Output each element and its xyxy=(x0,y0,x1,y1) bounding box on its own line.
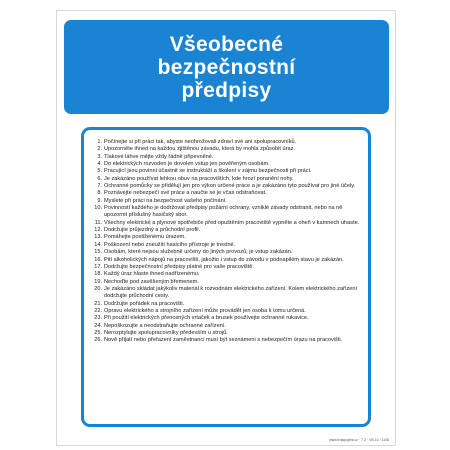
rule-number: 20. xyxy=(94,285,102,292)
safety-sign xyxy=(56,10,396,446)
rule-number: 3. xyxy=(97,153,102,160)
rule-item xyxy=(93,330,362,337)
rule-number: 13. xyxy=(94,234,102,241)
rule-item xyxy=(93,168,362,175)
rule-text: Myslete při práci na bezpečnost vašeho počínání. xyxy=(104,197,227,204)
rules-list xyxy=(81,127,371,427)
rule-text: Osobám, které nejsou služebně určeny do jiných provozů, je vstup zakázán. xyxy=(104,249,293,256)
rule-item xyxy=(93,271,362,278)
rule-item xyxy=(93,205,362,220)
rule-item xyxy=(93,234,362,241)
footer-note: www.trojspojeni.cz · 7.2 · VB 10 / 1108 xyxy=(329,438,389,442)
rule-number: 21. xyxy=(94,300,102,307)
rule-item xyxy=(93,315,362,322)
rule-text: Je zakázáno skládat jakýkoliv materiál k rozvodnám elektrického zařízení. Kolem elektrického zařízení dodržujte průchodní cesty. xyxy=(104,285,358,300)
rule-text: Pomáhejte postiženému úrazem. xyxy=(104,234,186,241)
rule-number: 22. xyxy=(94,307,102,314)
rule-number: 18. xyxy=(94,271,102,278)
rule-number: 25. xyxy=(94,329,102,336)
rule-item xyxy=(93,308,362,315)
rule-text: Tlakové láhve mějte vždy řádně připevněné. xyxy=(104,153,214,160)
rule-item xyxy=(93,301,362,308)
rule-number: 11. xyxy=(94,219,102,226)
rule-text: Při použití elektrických přenosných vrtaček a brusek používejte ochranné rukavice. xyxy=(104,315,309,322)
rule-number: 8. xyxy=(97,190,102,197)
rule-text: Nechoďte pod zavěšeným břemenem. xyxy=(104,278,199,285)
rule-text: Nepoškozujte a neodstraňujte ochranné zařízení. xyxy=(104,322,226,329)
rule-number: 10. xyxy=(94,205,102,212)
rule-number: 7. xyxy=(97,183,102,190)
rule-number: 19. xyxy=(94,278,102,285)
rule-item xyxy=(93,154,362,161)
rule-text: Všechny elektrické a plynové spotřebiče před opuštěním pracoviště vypněte a oheň v kamnech uhaste. xyxy=(104,219,360,226)
rule-text: Pracující jsou povinni účastnit se instruktáží a školení v zájmu bezpečnosti při práci. xyxy=(104,168,312,175)
rule-item xyxy=(93,323,362,330)
rule-text: Do elektrických rozvoden je dovolen vstup jen pověřeným osobám. xyxy=(104,161,270,168)
rule-number: 6. xyxy=(97,175,102,182)
rule-text: Pití alkoholických nápojů na pracovišti, jakožto i vstup do závodu v podnapilém stavu je zakázán. xyxy=(104,256,344,263)
rule-number: 26. xyxy=(94,337,102,344)
rule-number: 17. xyxy=(94,263,102,270)
rule-item xyxy=(93,337,362,344)
rule-item xyxy=(93,249,362,256)
rule-number: 1. xyxy=(97,139,102,145)
rule-number: 2. xyxy=(97,146,102,153)
rule-text: Počínejte si při práci tak, abyste neohrožovali zdraví své ani spolupracovníků. xyxy=(104,139,297,145)
rule-item xyxy=(93,183,362,190)
rule-number: 16. xyxy=(94,256,102,263)
rule-text: Nově přijatí nebo přeřazení zaměstnanci musí být seznámeni s nebezpečím úrazu na pracovišti. xyxy=(104,337,343,344)
rule-text: Upozorněte ihned na každou zjištěnou závadu, která by mohla způsobit úraz. xyxy=(104,146,295,153)
rule-text: Poškození nebo zneužití hasicího přístroje je trestné. xyxy=(104,241,236,248)
rule-text: Nerozptylujte spolupracovníky především u strojů. xyxy=(104,329,228,336)
rule-item xyxy=(93,257,362,264)
rule-item xyxy=(93,190,362,197)
rule-text: Opravu elektrického a strojního zařízení může provádět jen osoba k tomu určená. xyxy=(104,307,306,314)
rule-text: Poznávejte nebezpečí své práce a naučte se je včas odstraňovat. xyxy=(104,190,267,197)
rule-text: Každý úraz hlaste ihned nadřízenému. xyxy=(104,271,200,278)
rule-number: 15. xyxy=(94,249,102,256)
rule-number: 4. xyxy=(97,161,102,168)
rule-item xyxy=(93,227,362,234)
rule-text: Povinností každého je dodržovat předpisy požární ochrany, vzniklé závady odstranit, nebo na ně upozornit příslušný hasičský sbor. xyxy=(104,205,343,219)
rule-item xyxy=(93,198,362,205)
rule-number: 14. xyxy=(94,241,102,248)
rule-number: 23. xyxy=(94,315,102,322)
rule-number: 24. xyxy=(94,322,102,329)
rule-text: Dodržujte bezpečnostní předpisy platné pro vaše pracoviště. xyxy=(104,263,254,270)
rule-number: 5. xyxy=(97,168,102,175)
rule-text: Dodržujte průjezdný a průchodní profil. xyxy=(104,227,201,234)
rule-text: Dodržujte pořádek na pracovišti. xyxy=(104,300,185,307)
rule-number: 12. xyxy=(94,227,102,234)
rule-text: Ochranné pomůcky se přidělují jen pro výkon určené práce a je zakázáno tyto používat pro jiné účely. xyxy=(104,183,356,190)
rule-item xyxy=(93,286,362,301)
rule-item xyxy=(93,279,362,286)
rule-item xyxy=(93,264,362,271)
title-banner xyxy=(64,20,389,114)
sign-title: Všeobecné bezpečnostní předpisy xyxy=(157,32,296,102)
rule-text: Je zakázáno používat lehkou obuv na pracovištích, kde hrozí poranění nohy. xyxy=(104,175,294,182)
rule-item xyxy=(93,176,362,183)
rule-number: 9. xyxy=(97,197,102,204)
rule-item xyxy=(93,161,362,168)
rule-item xyxy=(93,146,362,153)
